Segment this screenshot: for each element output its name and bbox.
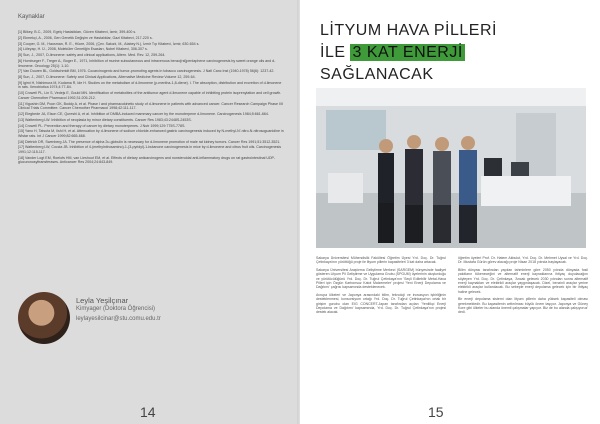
paragraph: Sakarya Üniversitesi Mühendislik Fakültesi Öğretim Üyesi Yrd. Doç. Dr. Tuğrul Çetinkaya'nın yürüttüğü proje ile lityum pillerin kapasiteleri 3 kat daha artacak. <box>316 256 446 265</box>
reference-item: [17] Wattenberg LW, Coccia JB. Inhibition of 4-(methylnitrosamino)-1-(3-pyridyl)-1-butanone carcinogenesis in mice by d-limonene and citrus fruit oils. Carcinogenesis 1991;12:115-117. <box>18 145 282 155</box>
article-column-right <box>458 256 588 318</box>
reference-item: [8] Sun, J., 2007, D-limonene: Safety and Clinical Applications, Alternative Medicine Review Volume 12, 259-64. <box>18 75 196 80</box>
paragraph: Bilim dünyası tarafından yapılan tahminlere göre 2050 yılında dünyada fosil yakıtların tükeneceğini ve alternatif enerji kaynaklarına ihtiyaç duyulacağını söyleyen Yrd. Doç. Dr. Çetinkaya, 'Ancak gelecek 2030 yılından sonra alternatif enerji kaynakları ve elektrikli araçlar yaygınlaşacak. Dizel, benzinli araçlar yerine elektrikli araçlar kullanılacak. Bu sebeple enerji depolama gelecek için bir ihtiyaç haline gelecek. <box>458 267 588 294</box>
reference-item: [16] Dietrich DR, Swenberg JA. The presence of alpha 2u-globulin is necessary for d-limonene promotion of male rat kidney tumors. Cancer Res 1991;51:3512-3521. <box>18 139 281 144</box>
lab-photo-illustration <box>316 88 586 248</box>
reference-item: [18] Vander Logt EM, Roelofs HM, van Lieshout EM, et al. Effects of dietary anticarcinogens and nonsteroidal anti-inflammatory drugs on rat gastrointestinal UDP-glucuronosyltransferases. Anticancer Res 2004;24:843-849. <box>18 155 276 165</box>
page-number-left: 14 <box>140 404 156 420</box>
article-photo <box>316 88 586 248</box>
reference-item: [15] Yano H, Tatsuta M, Iishi H, et al. Attenuation by d-limonene of sodium chloride-enhanced gastric carcinogenesis induced by N-methyl-N'-nitro-N-nitrosoguanidine in Wistar rats. Int J Cancer 1999;82:665-668. <box>18 129 284 138</box>
page-number-right: 15 <box>428 404 444 420</box>
paragraph: Bir enerji depolama sistemi olan lityum pillerin daha yüksek kapasiteli olması gerekmektedir. Bu kapasitenin arttırılması büyük önem taşıyor. Japonya ve Güney Kore gibi ülkeler bu alanda önemli çalışmalar yapıyor. Biz de bu alanda çalışıyoruz' dedi. <box>458 297 588 315</box>
title-line-1: LİTYUM HAVA PİLLERİ <box>320 22 497 39</box>
reference-item: [12] Elegbede JA, Elson CE, Qureshi A, et al. Inhibition of DMBA-induced mammary cancer by the monoterpene d-limonene. Carcinogenesis 1984;5:661-664. <box>18 111 269 116</box>
title-line-2-prefix: İLE <box>320 44 351 61</box>
paragraph: Avrupa ülkeleri ve Japonya arasındaki bilim, teknoloji ve inovasyon işbirliğinin desteklenmesi, konsorsiyum ortağı Yrd. Doç. Dr. Tuğrul Çetinkaya'nın ortak bir girişim gurubu olan EIG CONCERT-Japan tarafından açılan 'Yenilikçi Enerji Depolama ve Dağıtımı' kapsamında, Yrd. Doç. Dr. Tuğrul Çetinkaya'nın projesi destek alacak. <box>316 292 446 315</box>
reference-item: [5] Sun, J., 2007, D-limonene: safety and clinical applications, Altern. Med. Rev. 12, 259-264. <box>18 53 166 58</box>
reference-item: [7] Van Duuren BL, Goldschmidt BM, 1976. Cocarcinogenic and tumor-promoting agents in tobacco carcinogenesis. J Natl Canc Inst (1940-1978) 56(6): 1237-42. <box>18 69 275 74</box>
author-name: Leyla Yeşilçınar <box>76 296 129 305</box>
reference-item: [4] Lüleyap, H. Ü., 2008, Moleküler Genetiğin Esasları, Nobel Kitabevi, 306-307 s. <box>18 47 148 52</box>
article-column-left <box>316 256 446 318</box>
title-line-2 <box>320 42 590 64</box>
reference-item: [2] Ekmekçi, A., 2006, Gen Genetik Değişim ve Hastalıklar, Gazi Kitabevi, 217-220 s. <box>18 35 153 40</box>
author-block <box>18 292 278 348</box>
reference-item: [3] Cooper, G. M., Hausman, R. E., Hücre, 2006, (Çev. Sakızlı, M., Atabey N.), İzmir Tıp Kitabevi, İzmir, 630-654 s. <box>18 41 200 46</box>
paragraph: Sakarya Üniversitesi Araştırma Geliştirme Merkezi (SARGEM) bünyesinde faaliyet gösteren Lityum Pil Geliştirme ve Uygulama Grubu (SPGUM) üyelerinin oluşturduğu ve yürütücülüğünü Yrd. Doç. Dr. Tuğrul Çetinkaya'nın 'Seçli Edilebilir Metal-Hava Pilleri için Özgün Karbonsuz Katot Malzemeler' projesi 'Yeni Enerji Depolama ve Dağıtımı' çağrısı kapsamında desteklenecek. <box>316 267 446 290</box>
reference-item: [11] Vigushin DM, Poon GK, Boddy A, et al. Phase I and pharmacokinetic study of d-limonene in patients with advanced cancer. Cancer Research Campaign Phase I/II Clinical Trials Committee. Cancer Chemother Pharmacol 1998;42:111-117. <box>18 101 283 111</box>
reference-item: [10] Crowell PL, Lin S, Vedejs E, Gould MN. Identification of metabolites of the antitumor agent d-limonene capable of inhibiting protein isoprenylation and cell growth. Cancer Chemother Pharmacol 1992;31:205-212. <box>18 91 282 100</box>
reference-item: [9] Igimi H, Nishimura M, Kodama R, Ide H. Studies on the metabolism of d-limonene (p-mentha-1,8-diene). I. The absorption, distribution and excretion of d-limonene in rats. Xenobiotica 1974;4:77-84. <box>18 80 282 90</box>
article-title <box>320 20 590 86</box>
references-list <box>18 30 284 166</box>
author-photo <box>18 292 70 344</box>
reference-item: [1] Bilkey, B.C., 2009, Egelç Hastalıkları, Güven Kitabevi, İzmir, 399-400 s. <box>18 30 137 34</box>
author-role: Kimyager (Doktora Öğrencisi) <box>76 306 156 312</box>
references-heading: Kaynaklar <box>18 14 45 20</box>
author-email: leylayesilcinar@stu.comu.edu.tr <box>76 316 161 322</box>
title-line-3: SAĞLANACAK <box>320 66 434 83</box>
right-page <box>300 0 600 424</box>
reference-item: [6] Homburger F., Treger A., Boger E., 1971, Inhibition of murine subcutaneous and intravenous benzo[rst]pentaphene carcinogenesis by sweet orange oils and d-limonene. Oncology 25(1): 1-10. <box>18 58 276 68</box>
title-highlight: 3 KAT ENERJİ <box>352 44 463 61</box>
paragraph: öğretim üyeleri Prof. Dr. Hatem Akbulut, Yrd. Doç. Dr. Mehmet Uysal ve Yrd. Doç. Dr. Mustafa Gürün görev alacağı proje Nisan 2018 yılında başlayacak. <box>458 256 588 265</box>
reference-item: [13] Wattenberg LW. Inhibition of neoplasia by minor dietary constituents. Cancer Res 1983;43:2448S-2453S. <box>18 117 192 122</box>
reference-item: [14] Crowell PL. Prevention and therapy of cancer by dietary monoterpenes. J Nutr 1999;129:775S-778S. <box>18 123 186 128</box>
